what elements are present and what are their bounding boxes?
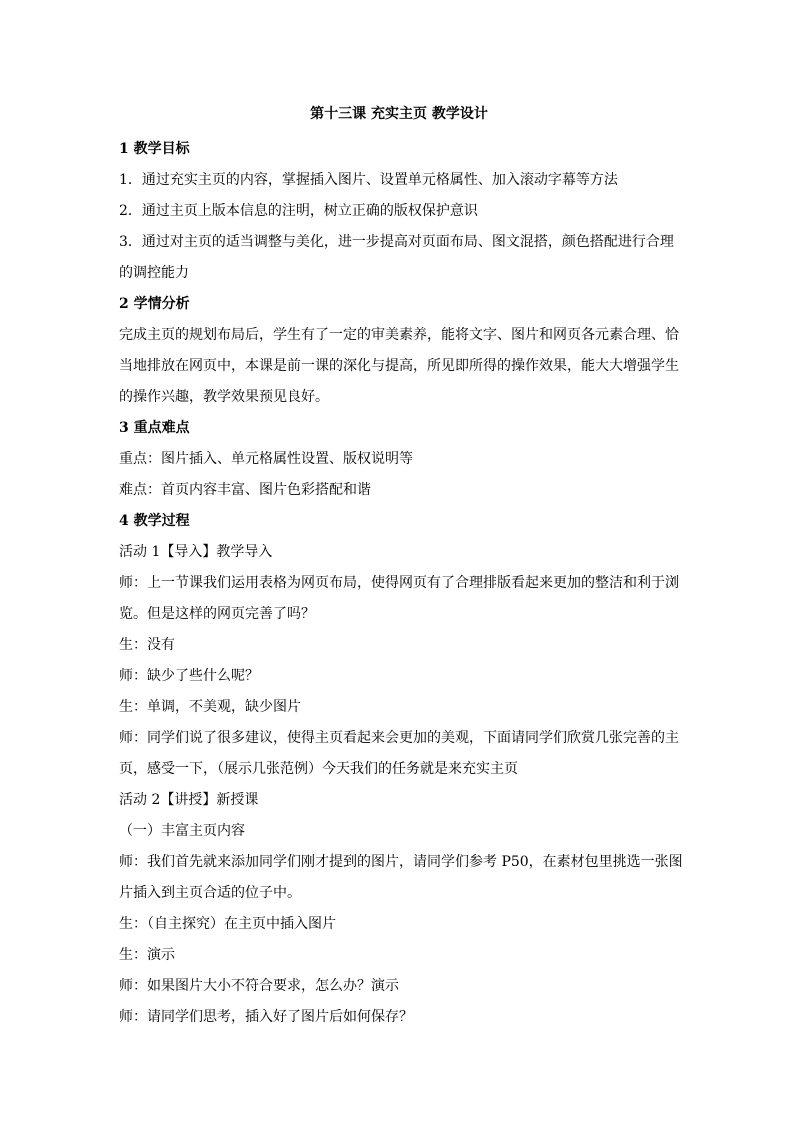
body-text-line: 难点：首页内容丰富、图片色彩搭配和谐 <box>119 482 371 498</box>
body-text-line: 师：同学们说了很多建议，使得主页看起来会更加的美观，下面请同学们欣赏几张完善的主 <box>119 730 679 746</box>
body-text-line: 页，感受一下，（展示几张范例）今天我们的任务就是来充实主页 <box>119 761 518 777</box>
body-text-line: 生：没有 <box>119 637 175 653</box>
section-heading: 1 教学目标 <box>119 141 190 157</box>
body-text-line: 1．通过充实主页的内容，掌握插入图片、设置单元格属性、加入滚动字幕等方法 <box>119 172 618 188</box>
body-text-line: 生：单调，不美观，缺少图片 <box>119 699 301 715</box>
section-heading: 4 教学过程 <box>119 513 190 529</box>
body-text-line: 师：缺少了些什么呢？ <box>119 668 259 684</box>
body-text-line: 3．通过对主页的适当调整与美化，进一步提高对页面布局、图文混搭，颜色搭配进行合理 <box>119 234 674 250</box>
body-text-line: 当地排放在网页中，本课是前一课的深化与提高，所见即所得的操作效果，能大大增强学生 <box>119 358 679 374</box>
body-text-line: 生：演示 <box>119 947 175 963</box>
body-text-line: （一）丰富主页内容 <box>119 823 245 839</box>
body-text-line: 的调控能力 <box>119 265 189 281</box>
document-page <box>119 103 683 1033</box>
body-text-line: 2．通过主页上版本信息的注明，树立正确的版权保护意识 <box>119 203 478 219</box>
body-text-line: 师：如果图片大小不符合要求，怎么办？演示 <box>119 978 399 994</box>
body-text-line: 活动 1【导入】教学导入 <box>119 544 273 560</box>
document-body <box>119 134 683 1033</box>
body-text-line: 完成主页的规划布局后，学生有了一定的审美素养，能将文字、图片和网页各元素合理、恰 <box>119 327 679 343</box>
body-text-line: 重点：图片插入、单元格属性设置、版权说明等 <box>119 451 413 467</box>
body-text-line: 片插入到主页合适的位子中。 <box>119 885 301 901</box>
body-text-line: 活动 2【讲授】新授课 <box>119 792 259 808</box>
body-text-line: 师：我们首先就来添加同学们刚才提到的图片，请同学们参考 P50，在素材包里挑选一张图 <box>119 854 683 870</box>
document-title: 第十三课 充实主页 教学设计 <box>310 106 488 122</box>
body-text-line: 师：请同学们思考，插入好了图片后如何保存？ <box>119 1009 413 1025</box>
body-text-line: 师：上一节课我们运用表格为网页布局，使得网页有了合理排版看起来更加的整洁和利于浏 <box>119 575 679 591</box>
body-text-line: 的操作兴趣，教学效果预见良好。 <box>119 389 329 405</box>
body-text-line: 览。但是这样的网页完善了吗？ <box>119 606 315 622</box>
section-heading: 2 学情分析 <box>119 296 190 312</box>
section-heading: 3 重点难点 <box>119 420 190 436</box>
body-text-line: 生：（自主探究）在主页中插入图片 <box>119 916 336 932</box>
